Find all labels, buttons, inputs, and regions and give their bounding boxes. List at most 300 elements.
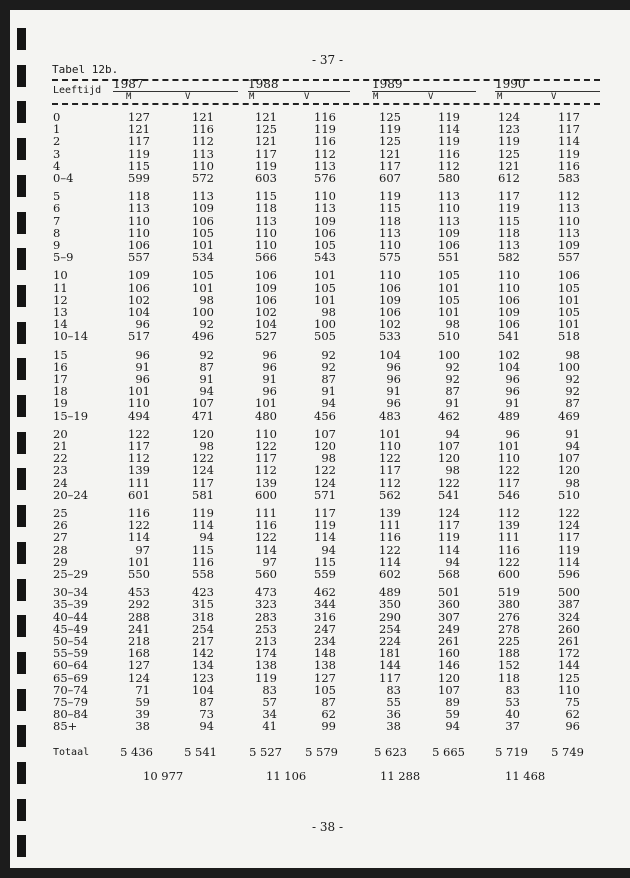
binding-mark (17, 212, 26, 234)
table-cell: 114 (438, 542, 460, 557)
table-cell: 109 (128, 268, 150, 283)
table-cell: 119 (314, 122, 336, 137)
table-cell: 115 (192, 542, 214, 557)
binding-mark (17, 358, 26, 380)
binding-mark (17, 138, 26, 160)
table-cell: 117 (192, 475, 214, 490)
table-cell: 96 (505, 372, 520, 386)
table-cell: 115 (379, 201, 401, 216)
table-cell: 73 (199, 707, 214, 722)
subtotal-cell: 600 (255, 487, 277, 502)
table-cell: 118 (498, 670, 520, 685)
table-cell: 38 (135, 719, 150, 734)
table-cell: 139 (255, 475, 277, 490)
table-cell: 83 (505, 682, 520, 697)
table-cell: 87 (199, 359, 214, 374)
table-cell: 118 (498, 225, 520, 240)
table-cell: 71 (135, 682, 150, 697)
table-cell: 91 (199, 372, 214, 386)
table-cell: 91 (386, 384, 401, 399)
table-cell: 123 (498, 122, 520, 137)
female-column-header: V (185, 92, 191, 102)
table-cell: 101 (314, 268, 336, 283)
age-group-subtotal-label: 0–4 (53, 171, 74, 185)
age-group-subtotal-label: 20–24 (53, 487, 89, 502)
table-cell: 40 (505, 707, 520, 722)
table-cell: 101 (438, 280, 460, 295)
age-label: 28 (53, 542, 68, 557)
table-cell: 100 (314, 317, 336, 332)
age-label: 45–49 (53, 621, 89, 636)
table-cell: 261 (558, 634, 580, 648)
table-cell: 117 (558, 122, 580, 137)
table-cell: 92 (321, 347, 336, 362)
table-cell: 92 (565, 384, 580, 399)
table-cell: 283 (255, 609, 277, 624)
table-cell: 124 (558, 518, 580, 533)
subtotal-cell: 568 (438, 567, 460, 581)
binding-mark (17, 175, 26, 197)
table-cell: 110 (128, 396, 150, 411)
table-cell: 110 (314, 189, 336, 204)
table-cell: 113 (314, 158, 336, 173)
table-cell: 110 (498, 451, 520, 466)
table-cell: 105 (192, 268, 214, 283)
binding-mark (17, 689, 26, 711)
table-cell: 105 (314, 280, 336, 295)
age-label: 8 (53, 225, 61, 240)
age-label: 11 (53, 280, 68, 295)
subtotal-cell: 581 (192, 487, 214, 502)
subtotal-cell: 571 (314, 487, 336, 502)
female-column-header: V (428, 92, 434, 102)
subtotal-cell: 462 (438, 408, 460, 423)
table-cell: 181 (379, 646, 401, 661)
table-cell: 117 (379, 670, 401, 685)
table-cell: 124 (128, 670, 150, 685)
table-cell: 127 (128, 658, 150, 673)
table-cell: 83 (386, 682, 401, 697)
table-cell: 234 (314, 634, 336, 648)
table-cell: 98 (321, 305, 336, 319)
table-cell: 139 (498, 518, 520, 533)
table-cell: 96 (135, 317, 150, 332)
table-cell: 121 (255, 110, 277, 124)
table-cell: 102 (255, 305, 277, 319)
table-cell: 98 (199, 439, 214, 453)
subtotal-cell: 480 (255, 408, 277, 423)
table-cell: 83 (262, 682, 277, 697)
table-cell: 101 (558, 317, 580, 332)
table-cell: 117 (438, 518, 460, 533)
table-cell: 500 (558, 585, 580, 600)
age-label: 60–64 (53, 658, 89, 673)
table-cell: 117 (128, 439, 150, 453)
table-cell: 119 (379, 189, 401, 204)
table-cell: 249 (438, 621, 460, 636)
table-cell: 87 (321, 372, 336, 386)
table-cell: 92 (199, 317, 214, 332)
table-cell: 119 (379, 122, 401, 137)
table-cell: 324 (558, 609, 580, 624)
table-cell: 105 (558, 280, 580, 295)
table-cell: 109 (438, 225, 460, 240)
table-cell: 188 (498, 646, 520, 661)
table-cell: 121 (379, 146, 401, 161)
total-combined: 11 468 (505, 769, 546, 783)
subtotal-cell: 456 (314, 408, 336, 423)
table-cell: 87 (445, 384, 460, 399)
table-cell: 120 (558, 463, 580, 478)
table-cell: 125 (498, 146, 520, 161)
table-cell: 117 (379, 463, 401, 478)
subtotal-cell: 600 (498, 567, 520, 581)
table-cell: 344 (314, 597, 336, 612)
table-cell: 104 (379, 347, 401, 362)
binding-mark (17, 579, 26, 601)
table-cell: 104 (255, 317, 277, 332)
table-cell: 360 (438, 597, 460, 612)
table-cell: 101 (438, 305, 460, 319)
table-cell: 97 (262, 554, 277, 569)
table-cell: 110 (192, 158, 214, 173)
table-cell: 124 (438, 506, 460, 520)
binding-mark (17, 395, 26, 417)
subtotal-cell: 601 (128, 487, 150, 502)
age-label: 40–44 (53, 609, 89, 624)
table-cell: 168 (128, 646, 150, 661)
table-cell: 106 (379, 305, 401, 319)
year-header: 1989 (372, 77, 403, 91)
table-cell: 106 (498, 292, 520, 307)
table-cell: 94 (445, 426, 460, 441)
table-cell: 119 (498, 201, 520, 216)
table-cell: 144 (558, 658, 580, 673)
subtotal-cell: 562 (379, 487, 401, 502)
table-cell: 247 (314, 621, 336, 636)
table-cell: 91 (321, 384, 336, 399)
table-cell: 116 (314, 110, 336, 124)
table-cell: 106 (379, 280, 401, 295)
table-cell: 120 (438, 451, 460, 466)
male-column-header: M (126, 92, 132, 102)
table-cell: 114 (379, 554, 401, 569)
table-cell: 260 (558, 621, 580, 636)
table-cell: 114 (438, 122, 460, 137)
page-number-top: - 37 - (312, 53, 344, 67)
subtotal-cell: 550 (128, 567, 150, 581)
table-title: Tabel 12b. (52, 63, 119, 76)
table-cell: 94 (199, 719, 214, 734)
table-cell: 138 (255, 658, 277, 673)
male-column-header: M (497, 92, 503, 102)
table-cell: 110 (128, 225, 150, 240)
table-cell: 315 (192, 597, 214, 612)
subtotal-cell: 496 (192, 329, 214, 344)
total-combined: 11 106 (266, 769, 307, 783)
table-cell: 96 (135, 372, 150, 386)
total-by-sex: 5 749 (551, 745, 584, 759)
table-cell: 307 (438, 609, 460, 624)
female-column-header: V (551, 92, 557, 102)
table-cell: 107 (438, 682, 460, 697)
table-cell: 148 (314, 646, 336, 661)
table-cell: 117 (498, 189, 520, 204)
table-cell: 109 (314, 213, 336, 228)
age-group-subtotal-label: 25–29 (53, 567, 89, 581)
total-by-sex: 5 527 (249, 745, 282, 759)
table-cell: 121 (192, 110, 214, 124)
subtotal-cell: 546 (498, 487, 520, 502)
table-cell: 116 (498, 542, 520, 557)
table-cell: 124 (498, 110, 520, 124)
binding-mark (17, 835, 26, 857)
subtotal-cell: 541 (438, 487, 460, 502)
age-label: 4 (53, 158, 61, 173)
table-cell: 119 (314, 518, 336, 533)
subtotal-cell: 527 (255, 329, 277, 344)
subtotal-cell: 560 (255, 567, 277, 581)
table-cell: 160 (438, 646, 460, 661)
table-cell: 59 (445, 707, 460, 722)
table-cell: 218 (128, 634, 150, 648)
table-cell: 122 (379, 542, 401, 557)
table-cell: 116 (379, 530, 401, 545)
age-label: 30–34 (53, 585, 89, 600)
table-cell: 94 (445, 719, 460, 734)
table-cell: 98 (321, 451, 336, 466)
subtotal-cell: 558 (192, 567, 214, 581)
table-cell: 144 (379, 658, 401, 673)
table-cell: 139 (128, 463, 150, 478)
female-column-header: V (304, 92, 310, 102)
table-cell: 41 (262, 719, 277, 734)
binding-mark (17, 725, 26, 747)
subtotal-cell: 505 (314, 329, 336, 344)
table-cell: 120 (314, 439, 336, 453)
binding-mark (17, 285, 26, 307)
table-cell: 113 (192, 146, 214, 161)
table-cell: 113 (438, 213, 460, 228)
table-cell: 118 (255, 201, 277, 216)
subtotal-cell: 580 (438, 171, 460, 185)
age-label: 5 (53, 189, 61, 204)
table-cell: 94 (199, 384, 214, 399)
subtotal-cell: 599 (128, 171, 150, 185)
table-cell: 100 (558, 359, 580, 374)
table-cell: 123 (192, 670, 214, 685)
age-label: 2 (53, 134, 61, 149)
age-label: 13 (53, 305, 68, 319)
table-cell: 87 (321, 695, 336, 709)
table-cell: 96 (386, 396, 401, 411)
table-cell: 111 (379, 518, 401, 533)
subtotal-cell: 510 (558, 487, 580, 502)
table-cell: 119 (558, 542, 580, 557)
subtotal-cell: 483 (379, 408, 401, 423)
age-label: 85+ (53, 719, 78, 734)
table-cell: 139 (379, 506, 401, 520)
table-cell: 98 (565, 475, 580, 490)
subtotal-cell: 489 (498, 408, 520, 423)
table-cell: 101 (128, 384, 150, 399)
table-cell: 109 (558, 238, 580, 252)
table-cell: 110 (438, 201, 460, 216)
age-group-subtotal-label: 5–9 (53, 250, 74, 265)
table-cell: 91 (445, 396, 460, 411)
table-cell: 117 (498, 475, 520, 490)
table-cell: 106 (128, 280, 150, 295)
table-cell: 120 (192, 426, 214, 441)
table-cell: 124 (192, 463, 214, 478)
subtotal-cell: 471 (192, 408, 214, 423)
total-combined: 10 977 (143, 769, 184, 783)
age-label: 27 (53, 530, 68, 545)
total-combined: 11 288 (380, 769, 421, 783)
table-cell: 116 (255, 518, 277, 533)
table-cell: 117 (255, 146, 277, 161)
table-cell: 119 (255, 158, 277, 173)
table-cell: 96 (565, 719, 580, 734)
table-cell: 423 (192, 585, 214, 600)
table-cell: 113 (438, 189, 460, 204)
table-cell: 288 (128, 609, 150, 624)
table-cell: 36 (386, 707, 401, 722)
table-cell: 119 (255, 670, 277, 685)
table-cell: 122 (438, 475, 460, 490)
table-cell: 114 (192, 518, 214, 533)
table-cell: 110 (379, 439, 401, 453)
table-cell: 125 (379, 110, 401, 124)
table-cell: 119 (128, 146, 150, 161)
subtotal-cell: 557 (558, 250, 580, 265)
binding-mark (17, 652, 26, 674)
table-cell: 114 (255, 542, 277, 557)
table-cell: 87 (199, 695, 214, 709)
table-cell: 105 (438, 268, 460, 283)
binding-mark (17, 615, 26, 637)
subtotal-cell: 469 (558, 408, 580, 423)
table-cell: 125 (379, 134, 401, 149)
table-cell: 225 (498, 634, 520, 648)
total-by-sex: 5 436 (120, 745, 153, 759)
table-cell: 106 (192, 213, 214, 228)
table-cell: 110 (558, 682, 580, 697)
table-cell: 116 (438, 146, 460, 161)
subtotal-cell: 572 (192, 171, 214, 185)
table-cell: 104 (498, 359, 520, 374)
table-cell: 105 (314, 238, 336, 252)
table-cell: 254 (379, 621, 401, 636)
table-cell: 94 (565, 439, 580, 453)
age-label: 16 (53, 359, 68, 374)
table-cell: 116 (128, 506, 150, 520)
subtotal-cell: 576 (314, 171, 336, 185)
table-cell: 107 (438, 439, 460, 453)
table-cell: 110 (255, 225, 277, 240)
table-cell: 127 (314, 670, 336, 685)
table-cell: 111 (128, 475, 150, 490)
age-column-header: Leeftijd (53, 85, 102, 96)
age-label: 25 (53, 506, 68, 520)
table-cell: 105 (192, 225, 214, 240)
table-cell: 104 (192, 682, 214, 697)
table-cell: 387 (558, 597, 580, 612)
table-cell: 117 (314, 506, 336, 520)
age-group-subtotal-label: 10–14 (53, 329, 89, 344)
total-by-sex: 5 579 (305, 745, 338, 759)
binding-mark (17, 799, 26, 821)
subtotal-cell: 494 (128, 408, 150, 423)
table-cell: 91 (135, 359, 150, 374)
subtotal-cell: 518 (558, 329, 580, 344)
age-label: 70–74 (53, 682, 89, 697)
table-cell: 119 (192, 506, 214, 520)
table-cell: 122 (192, 451, 214, 466)
table-cell: 174 (255, 646, 277, 661)
table-cell: 112 (192, 134, 214, 149)
table-cell: 112 (314, 146, 336, 161)
binding-mark (17, 762, 26, 784)
table-cell: 114 (558, 554, 580, 569)
table-cell: 241 (128, 621, 150, 636)
age-label: 21 (53, 439, 68, 453)
table-cell: 278 (498, 621, 520, 636)
age-label: 1 (53, 122, 61, 137)
table-cell: 110 (255, 238, 277, 252)
table-cell: 119 (438, 110, 460, 124)
year-underline (372, 91, 476, 92)
subtotal-cell: 543 (314, 250, 336, 265)
age-label: 15 (53, 347, 68, 362)
table-cell: 290 (379, 609, 401, 624)
table-cell: 96 (505, 384, 520, 399)
age-label: 14 (53, 317, 68, 332)
table-cell: 106 (558, 268, 580, 283)
subtotal-cell: 566 (255, 250, 277, 265)
table-cell: 110 (255, 426, 277, 441)
subtotal-cell: 575 (379, 250, 401, 265)
male-column-header: M (249, 92, 255, 102)
table-cell: 92 (565, 372, 580, 386)
table-cell: 113 (128, 201, 150, 216)
table-cell: 224 (379, 634, 401, 648)
subtotal-cell: 603 (255, 171, 277, 185)
table-cell: 501 (438, 585, 460, 600)
table-cell: 254 (192, 621, 214, 636)
binding-mark (17, 322, 26, 344)
table-cell: 122 (498, 554, 520, 569)
table-cell: 115 (128, 158, 150, 173)
table-cell: 106 (255, 268, 277, 283)
table-cell: 172 (558, 646, 580, 661)
age-label: 19 (53, 396, 68, 411)
table-cell: 113 (379, 225, 401, 240)
table-cell: 92 (321, 359, 336, 374)
table-cell: 96 (386, 372, 401, 386)
age-group-subtotal-label: 15–19 (53, 408, 89, 423)
subtotal-cell: 534 (192, 250, 214, 265)
table-cell: 113 (314, 201, 336, 216)
table-cell: 146 (438, 658, 460, 673)
table-cell: 118 (379, 213, 401, 228)
table-cell: 110 (498, 268, 520, 283)
table-cell: 117 (558, 530, 580, 545)
table-cell: 110 (128, 213, 150, 228)
table-cell: 110 (379, 268, 401, 283)
binding-mark (17, 101, 26, 123)
binding-mark (17, 28, 26, 50)
